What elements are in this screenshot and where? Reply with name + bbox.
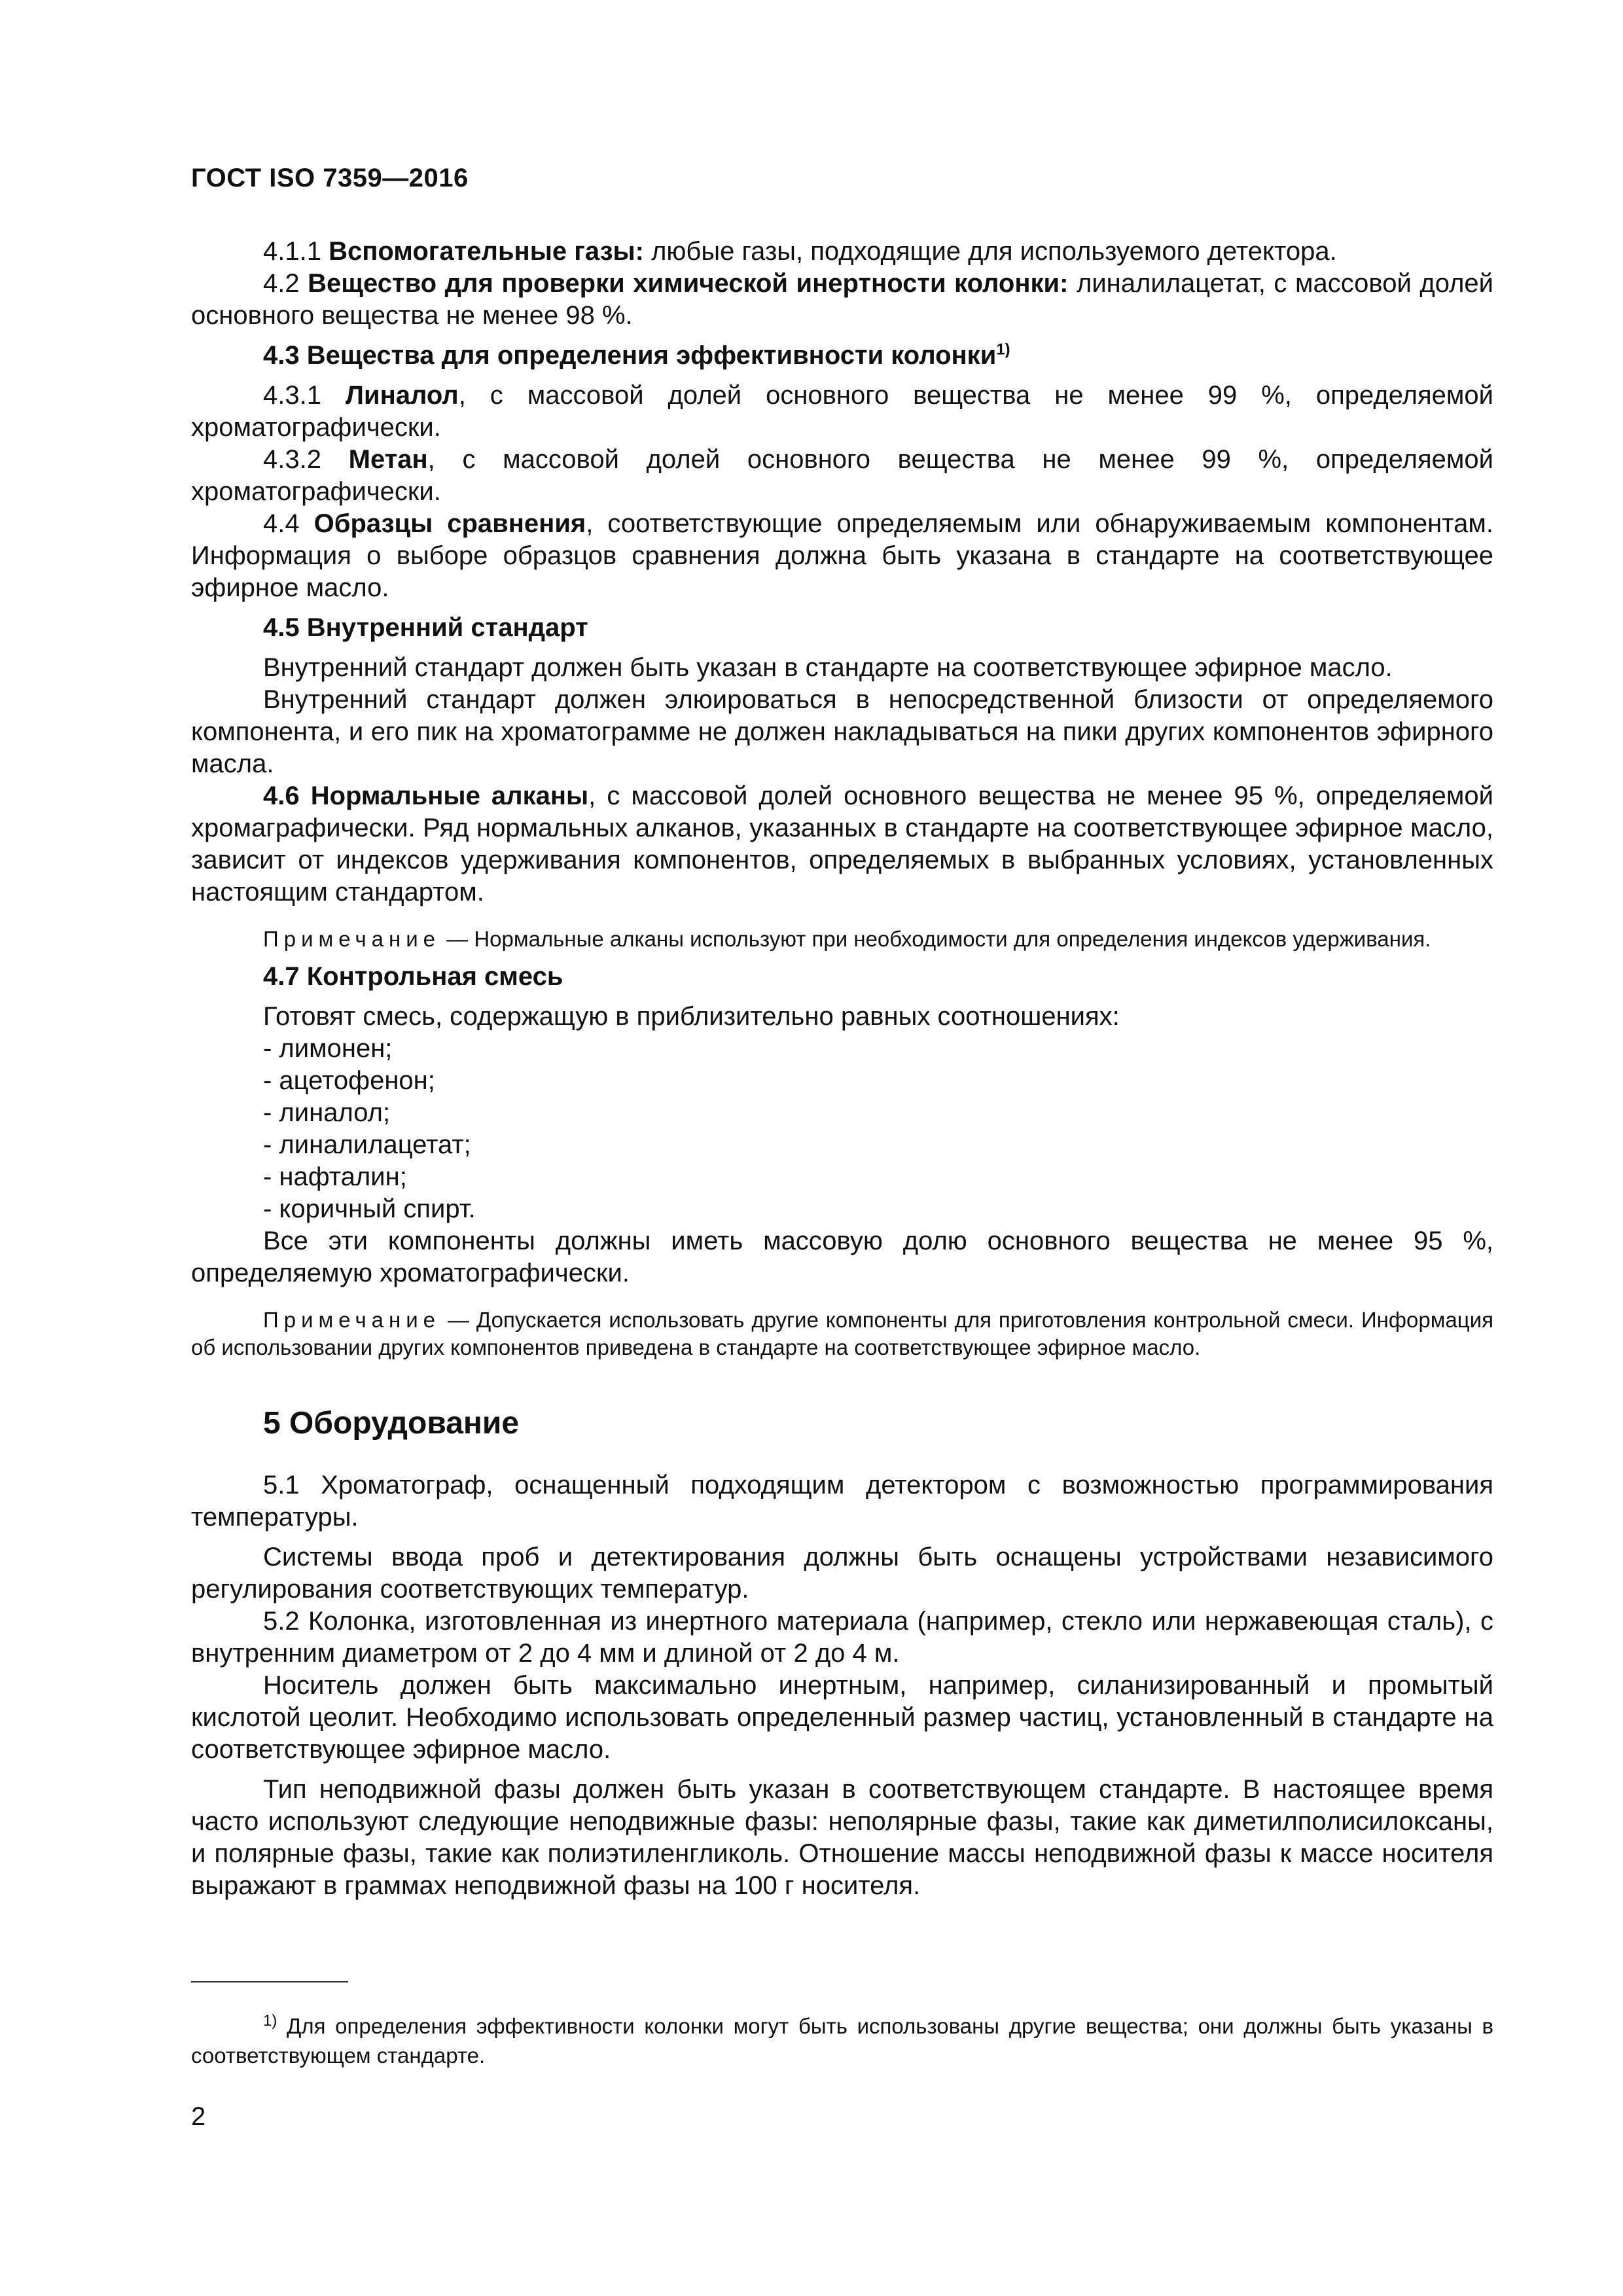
- clause-term: Метан: [348, 445, 428, 474]
- clause-number: 4.3.2: [263, 445, 321, 474]
- heading-4-5: 4.5 Внутренний стандарт: [263, 613, 588, 642]
- paragraph-4-1-1: [191, 236, 1493, 268]
- clause-text: , соответствующие определяемым или обнаруживаемым компонентам. Информация о выборе образцов сравнения должна быть указана в стандарте на соответствующее эфирное масло.: [191, 509, 1493, 602]
- clause-term: Линалол: [345, 381, 459, 410]
- note-2: [191, 1306, 1493, 1361]
- clause-number: 4.1.1: [263, 237, 321, 266]
- paragraph-5-2: 5.2 Колонка, изготовленная из инертного материала (например, стекло или нержавеющая сталь), с внутренним диаметром от 2 до 4 мм и длиной от 2 до 4 м.: [191, 1607, 1493, 1668]
- paragraph-4-6: [191, 780, 1493, 908]
- clause-term: Образцы сравнения: [313, 509, 586, 538]
- page-number: 2: [191, 2102, 206, 2131]
- paragraph-4-5-a: Внутренний стандарт должен быть указан в стандарте на соответствующее эфирное масло.: [263, 653, 1393, 682]
- clause-text: любые газы, подходящие для используемого детектора.: [643, 237, 1337, 266]
- clause-number: 4.4: [263, 509, 300, 538]
- paragraph-4-7-outro: Все эти компоненты должны иметь массовую долю основного вещества не менее 95 %, определяемую хроматографически.: [191, 1227, 1493, 1287]
- paragraph-4-2: [191, 268, 1493, 332]
- note-label: Примечание: [263, 927, 441, 951]
- clause-text: линалилацетат, с массовой долей основного вещества не менее 98 %.: [191, 269, 1493, 330]
- paragraph-4-3-1: [191, 380, 1493, 444]
- footnote: [191, 2011, 1493, 2070]
- list-item: - ацетофенон;: [263, 1066, 435, 1095]
- clause-text: , с массовой долей основного вещества не менее 99 %, определяемой хроматографически.: [191, 381, 1493, 442]
- heading-4-3: [263, 340, 1493, 372]
- note-1: [191, 925, 1493, 953]
- footnote-mark: 1): [263, 2012, 277, 2030]
- paragraph-4-4: [191, 508, 1493, 604]
- note-text: — Нормальные алканы используют при необходимости для определения индексов удерживания.: [440, 927, 1431, 951]
- clause-number: 4.2: [263, 269, 300, 298]
- clause-term: Вещество для проверки химической инертности колонки:: [308, 269, 1069, 298]
- list-item: - лимонен;: [263, 1034, 393, 1063]
- document-header: ГОСТ ISO 7359—2016: [191, 164, 469, 192]
- paragraph-4-3-2: [191, 444, 1493, 508]
- footnote-divider: [191, 1981, 348, 1982]
- document-body: [191, 236, 1493, 1902]
- footnote-text: Для определения эффективности колонки могут быть использованы другие вещества; они должны быть указаны в соответствующем стандарте.: [191, 2014, 1493, 2068]
- list-item: - линалол;: [263, 1098, 391, 1127]
- clause-term: Вспомогательные газы:: [329, 237, 644, 266]
- note-text: — Допускается использовать другие компоненты для приготовления контрольной смеси. Информация об использовании других компонентов приведена в стандарте на соответствующее эфирное масло.: [191, 1308, 1493, 1359]
- clause-term: 4.6 Нормальные алканы: [263, 781, 589, 810]
- list-item: - коричный спирт.: [263, 1194, 476, 1223]
- list-item: - нафталин;: [263, 1162, 407, 1191]
- clause-number: 4.3.1: [263, 381, 321, 410]
- paragraph-5-1: 5.1 Хроматограф, оснащенный подходящим детектором с возможностью программирования температуры.: [191, 1471, 1493, 1532]
- heading-text: 4.3 Вещества для определения эффективности колонки: [263, 341, 997, 370]
- section-5-title: 5 Оборудование: [263, 1406, 520, 1441]
- note-label: Примечание: [263, 1308, 441, 1332]
- heading-4-7: 4.7 Контрольная смесь: [263, 962, 563, 991]
- clause-text: , с массовой долей основного вещества не менее 99 %, определяемой хроматографически.: [191, 445, 1493, 506]
- paragraph-5-2-c: Тип неподвижной фазы должен быть указан в соответствующем стандарте. В настоящее время часто используют следующие неподвижные фазы: неполярные фазы, такие как диметилполисилоксаны, и полярные фазы, такие как полиэтиленгликоль. Отношение массы неподвижной фазы к массе носителя выражают в граммах неподвижной фазы на 100 г носителя.: [191, 1775, 1493, 1900]
- paragraph-4-7-intro: Готовят смесь, содержащую в приблизительно равных соотношениях:: [263, 1002, 1120, 1031]
- clause-text: , с массовой долей основного вещества не менее 95 %, определяемой хромаграфически. Ряд нормальных алканов, указанных в стандарте на соответствующее эфирное масло, зависит от индексов удерживания компонентов, определяемых в выбранных условиях, установленных настоящим стандартом.: [191, 781, 1493, 906]
- paragraph-5-1-b: Системы ввода проб и детектирования должны быть оснащены устройствами независимого регулирования соответствующих температур.: [191, 1543, 1493, 1604]
- footnote-ref: 1): [996, 340, 1010, 359]
- list-item: - линалилацетат;: [263, 1130, 471, 1159]
- paragraph-4-5-b: Внутренний стандарт должен элюироваться в непосредственной близости от определяемого компонента, и его пик на хроматограмме не должен накладываться на пики других компонентов эфирного масла.: [191, 685, 1493, 778]
- paragraph-5-2-b: Носитель должен быть максимально инертным, например, силанизированный и промытый кислотой цеолит. Необходимо использовать определенный размер частиц, установленный в стандарте на соответствующее эфирное масло.: [191, 1671, 1493, 1764]
